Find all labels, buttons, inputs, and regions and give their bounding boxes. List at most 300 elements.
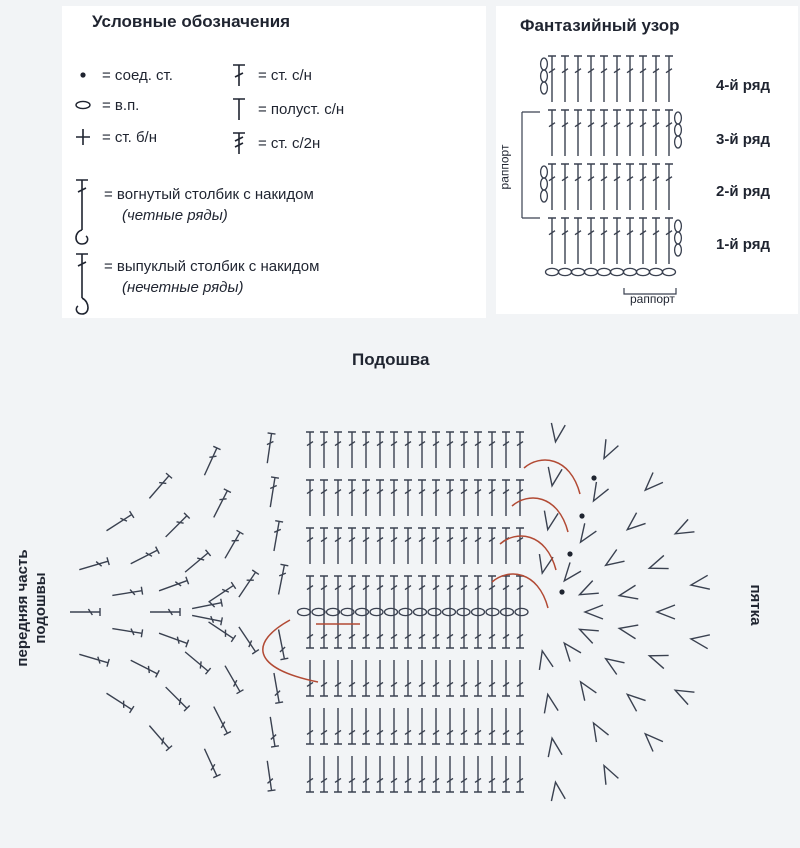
- sole-stitch: [222, 664, 244, 694]
- sole-stitch: [474, 432, 482, 468]
- sole-stitch: [129, 547, 159, 568]
- sole-stitch: [191, 612, 222, 626]
- chain-stitch-symbol: [585, 268, 598, 275]
- sole-stitch: [404, 708, 412, 744]
- pattern-stitch: [639, 164, 647, 210]
- chain-stitch-symbol: [675, 112, 682, 124]
- pattern-stitch: [613, 110, 621, 156]
- pattern-stitch: [652, 110, 660, 156]
- pattern-stitch: [665, 56, 673, 102]
- slip-stitch-dot: [591, 475, 596, 480]
- pattern-stitch: [600, 218, 608, 264]
- sole-stitch: [502, 756, 510, 792]
- pattern-stitch: [639, 56, 647, 102]
- chain-stitch-symbol: [546, 268, 559, 275]
- pattern-stitch: [587, 164, 595, 210]
- sole-stitch: [362, 756, 370, 792]
- sole-stitch: [275, 629, 289, 660]
- sole-stitch: [362, 432, 370, 468]
- sole-stitch: [502, 576, 510, 612]
- pattern-stitch: [600, 110, 608, 156]
- sole-stitch: [236, 570, 259, 599]
- pattern-stitch: [561, 110, 569, 156]
- sole-stitch: [474, 756, 482, 792]
- legend-label: = выпуклый столбик с накидом: [104, 258, 320, 275]
- sole-stitch: [516, 756, 524, 792]
- sole-v-stitch: [577, 623, 599, 643]
- sole-stitch: [112, 625, 143, 638]
- chain-stitch-symbol: [298, 608, 311, 615]
- sole-v-stitch: [541, 693, 558, 713]
- slip-stitch-dot: [559, 589, 564, 594]
- sole-stitch: [488, 660, 496, 696]
- sole-stitch: [432, 432, 440, 468]
- sole-stitch: [348, 756, 356, 792]
- sole-v-stitch: [598, 762, 619, 784]
- chain-stitch-icon: [72, 92, 94, 118]
- sole-stitch: [390, 576, 398, 612]
- sole-stitch: [263, 760, 275, 791]
- sole-stitch: [348, 528, 356, 564]
- sole-stitch: [334, 576, 342, 612]
- sole-stitch: [460, 708, 468, 744]
- pattern-stitch: [561, 218, 569, 264]
- sole-stitch: [516, 480, 524, 516]
- pattern-stitch: [574, 56, 582, 102]
- sole-stitch: [432, 708, 440, 744]
- sole-stitch: [376, 708, 384, 744]
- sole-stitch: [334, 708, 342, 744]
- pattern-stitch: [613, 218, 621, 264]
- slip-stitch-dot: [579, 513, 584, 518]
- sole-stitch: [460, 576, 468, 612]
- sole-v-stitch: [577, 581, 599, 601]
- sole-stitch: [306, 432, 314, 468]
- sole-stitch: [390, 708, 398, 744]
- legend-label: = соед. ст.: [102, 66, 173, 84]
- half-double-crochet-icon: [228, 96, 250, 122]
- sole-stitch: [460, 756, 468, 792]
- legend-label: = ст. б/н: [102, 128, 158, 146]
- sole-stitch: [474, 576, 482, 612]
- sole-stitch: [446, 432, 454, 468]
- sole-v-stitch: [640, 729, 663, 752]
- sole-v-stitch: [672, 684, 694, 705]
- pattern-row-label: 4-й ряд: [716, 77, 770, 94]
- sole-stitch: [183, 550, 211, 575]
- sole-stitch: [376, 528, 384, 564]
- sole-v-stitch: [545, 467, 562, 487]
- sole-stitch: [404, 576, 412, 612]
- pattern-stitch: [626, 164, 634, 210]
- sole-stitch: [376, 576, 384, 612]
- sole-stitch: [516, 576, 524, 612]
- pattern-stitch: [639, 218, 647, 264]
- sole-stitch: [320, 528, 328, 564]
- pattern-stitch: [587, 56, 595, 102]
- legend-item-single-crochet: [72, 124, 157, 150]
- pattern-repeat-horizontal-label: раппорт: [630, 292, 675, 306]
- sole-stitch: [390, 612, 398, 648]
- sole-stitch: [362, 576, 370, 612]
- chain-stitch-symbol: [650, 268, 663, 275]
- sole-stitch: [404, 432, 412, 468]
- sole-front-label-line1: передняя часть: [14, 549, 31, 667]
- pattern-stitch: [548, 164, 556, 210]
- pattern-stitch: [561, 56, 569, 102]
- pattern-stitch: [665, 164, 673, 210]
- sole-v-stitch: [587, 482, 608, 505]
- chain-stitch-symbol: [663, 268, 676, 275]
- chain-stitch-symbol: [385, 608, 398, 615]
- chain-stitch-symbol: [541, 178, 548, 190]
- sole-v-stitch: [575, 523, 597, 546]
- front-post-stitch-icon: [70, 250, 94, 322]
- pattern-stitch: [548, 110, 556, 156]
- sole-stitch: [502, 480, 510, 516]
- sole-v-stitch: [535, 554, 553, 575]
- pattern-stitch: [600, 56, 608, 102]
- sole-stitch: [362, 528, 370, 564]
- sole-stitch: [348, 612, 356, 648]
- pattern-stitch: [548, 56, 556, 102]
- sole-v-stitch: [647, 649, 669, 668]
- sole-stitch: [502, 612, 510, 648]
- sole-stitch: [163, 513, 190, 540]
- sole-v-stitch: [623, 513, 646, 535]
- sole-stitch: [432, 528, 440, 564]
- sole-v-stitch: [598, 439, 619, 461]
- sole-stitch: [320, 612, 328, 648]
- repeat-bracket-vertical: [522, 112, 540, 218]
- sole-v-stitch: [618, 585, 638, 602]
- sole-stitch: [502, 528, 510, 564]
- sole-stitch: [70, 608, 100, 616]
- pattern-stitch: [626, 56, 634, 102]
- sole-stitch: [334, 612, 342, 648]
- sole-v-stitch: [690, 575, 710, 592]
- chain-stitch-symbol: [541, 190, 548, 202]
- sole-stitch: [460, 432, 468, 468]
- sole-stitch: [390, 756, 398, 792]
- pattern-stitch: [665, 218, 673, 264]
- sole-stitch: [446, 480, 454, 516]
- sole-stitch: [320, 480, 328, 516]
- sole-v-stitch: [549, 423, 566, 443]
- chain-stitch-symbol: [370, 608, 383, 615]
- chain-stitch-symbol: [572, 268, 585, 275]
- pattern-stitch: [574, 218, 582, 264]
- sole-stitch: [266, 477, 279, 508]
- sole-stitch: [474, 612, 482, 648]
- sole-v-stitch: [549, 781, 566, 801]
- sole-stitch: [320, 576, 328, 612]
- pattern-stitch: [548, 218, 556, 264]
- sole-stitch: [78, 557, 109, 573]
- sole-stitch: [376, 660, 384, 696]
- chain-stitch-symbol: [501, 608, 514, 615]
- sole-v-stitch: [602, 550, 625, 572]
- sole-stitch: [446, 660, 454, 696]
- sole-stitch: [376, 432, 384, 468]
- sole-v-stitch: [559, 562, 581, 585]
- legend-label: = ст. с/н: [258, 66, 312, 84]
- sole-stitch: [362, 660, 370, 696]
- sole-stitch: [334, 660, 342, 696]
- legend-item-double-crochet: [228, 62, 312, 88]
- legend-item-chain: [72, 92, 139, 118]
- sole-stitch: [488, 756, 496, 792]
- chain-stitch-symbol: [428, 608, 441, 615]
- sole-stitch: [263, 433, 275, 464]
- chain-stitch-symbol: [541, 166, 548, 178]
- sole-stitch: [146, 723, 172, 751]
- sole-stitch: [210, 489, 231, 519]
- legend-item-back-post: [104, 186, 314, 224]
- pattern-stitch: [600, 164, 608, 210]
- sole-v-stitch: [602, 653, 625, 675]
- sole-stitch: [390, 528, 398, 564]
- sole-stitch: [183, 649, 211, 674]
- legend-note: (четные ряды): [122, 207, 228, 224]
- pattern-stitch: [561, 164, 569, 210]
- sole-chart: [0, 380, 800, 848]
- sole-stitch: [418, 756, 426, 792]
- sole-v-stitch: [618, 622, 638, 639]
- sole-stitch: [320, 660, 328, 696]
- sole-stitch: [334, 480, 342, 516]
- sole-stitch: [488, 480, 496, 516]
- chain-stitch-symbol: [443, 608, 456, 615]
- pattern-stitch: [574, 164, 582, 210]
- sole-v-stitch: [559, 639, 581, 662]
- sole-stitch: [348, 708, 356, 744]
- sole-stitch: [320, 756, 328, 792]
- sole-v-stitch: [647, 555, 669, 574]
- sole-stitch: [418, 612, 426, 648]
- sole-stitch: [502, 708, 510, 744]
- pattern-row-label: 3-й ряд: [716, 131, 770, 148]
- sole-stitch: [306, 660, 314, 696]
- chain-stitch-symbol: [399, 608, 412, 615]
- sole-stitch: [306, 480, 314, 516]
- sole-stitch: [488, 612, 496, 648]
- pattern-stitch: [613, 164, 621, 210]
- sole-stitch: [460, 660, 468, 696]
- sole-stitch: [446, 756, 454, 792]
- row-direction-arrow: [524, 460, 580, 494]
- chain-stitch-symbol: [675, 220, 682, 232]
- sole-stitch: [390, 660, 398, 696]
- sole-stitch: [376, 612, 384, 648]
- sole-heel-label: пятка: [747, 584, 764, 626]
- chain-stitch-symbol: [541, 82, 548, 94]
- sole-stitch: [516, 432, 524, 468]
- sole-v-stitch: [585, 605, 603, 619]
- pattern-stitch: [587, 218, 595, 264]
- sole-stitch: [306, 576, 314, 612]
- sole-stitch: [320, 708, 328, 744]
- sole-stitch: [418, 576, 426, 612]
- chain-stitch-symbol: [611, 268, 624, 275]
- sole-stitch: [488, 432, 496, 468]
- sole-v-stitch: [545, 737, 562, 757]
- sole-stitch: [191, 599, 222, 613]
- sole-stitch: [270, 521, 283, 552]
- pattern-stitch: [639, 110, 647, 156]
- back-post-stitch-icon: [70, 176, 94, 248]
- legend-item-half-double-crochet: [228, 96, 344, 122]
- sole-stitch: [201, 446, 221, 477]
- sole-stitch: [474, 708, 482, 744]
- chain-stitch-symbol: [312, 608, 325, 615]
- sole-stitch: [158, 577, 189, 595]
- sole-stitch: [306, 612, 314, 648]
- pattern-stitch: [587, 110, 595, 156]
- sole-stitch: [516, 612, 524, 648]
- sole-stitch: [446, 612, 454, 648]
- sole-stitch: [320, 432, 328, 468]
- sole-stitch: [516, 528, 524, 564]
- sole-stitch: [270, 672, 283, 703]
- pattern-stitch: [626, 110, 634, 156]
- sole-stitch: [418, 660, 426, 696]
- sole-v-stitch: [587, 719, 608, 742]
- sole-stitch: [446, 576, 454, 612]
- sole-stitch: [112, 587, 143, 600]
- sole-stitch: [460, 612, 468, 648]
- pattern-row-label: 2-й ряд: [716, 183, 770, 200]
- sole-stitch: [432, 480, 440, 516]
- sole-stitch: [222, 530, 244, 560]
- sole-v-stitch: [535, 649, 553, 670]
- sole-stitch: [418, 432, 426, 468]
- sole-stitch: [201, 747, 221, 778]
- sole-stitch: [460, 480, 468, 516]
- sole-stitch: [516, 660, 524, 696]
- sole-v-stitch: [575, 678, 597, 701]
- sole-stitch: [348, 432, 356, 468]
- sole-stitch: [404, 756, 412, 792]
- legend-item-front-post: [104, 258, 319, 296]
- sole-front-label-line2: подошвы: [32, 572, 49, 644]
- sole-stitch: [432, 756, 440, 792]
- legend-title: Условные обозначения: [92, 12, 291, 31]
- sole-stitch: [502, 660, 510, 696]
- sole-stitch: [404, 660, 412, 696]
- sole-stitch: [306, 528, 314, 564]
- sole-stitch: [502, 432, 510, 468]
- chain-stitch-symbol: [598, 268, 611, 275]
- sole-stitch: [446, 528, 454, 564]
- legend-item-treble-crochet: [228, 130, 320, 156]
- sole-stitch: [334, 756, 342, 792]
- legend-item-slip-stitch: [72, 62, 173, 88]
- chain-stitch-symbol: [414, 608, 427, 615]
- sole-v-stitch: [541, 511, 558, 531]
- pattern-title: Фантазийный узор: [520, 16, 680, 35]
- sole-stitch: [418, 528, 426, 564]
- pattern-stitch: [652, 56, 660, 102]
- legend-label: = полуст. с/н: [258, 100, 345, 118]
- sole-v-stitch: [640, 472, 663, 495]
- legend-label: = в.п.: [102, 96, 140, 114]
- pattern-stitch: [652, 218, 660, 264]
- sole-v-stitch: [690, 632, 710, 649]
- legend-label: = ст. с/2н: [258, 134, 321, 152]
- pattern-row-label: 1-й ряд: [716, 236, 770, 253]
- treble-crochet-icon: [228, 130, 250, 156]
- sole-v-stitch: [672, 519, 694, 540]
- sole-stitch: [210, 705, 231, 735]
- sole-stitch: [362, 612, 370, 648]
- sole-stitch: [418, 708, 426, 744]
- chain-stitch-symbol: [541, 70, 548, 82]
- chain-stitch-symbol: [624, 268, 637, 275]
- pattern-stitch: [626, 218, 634, 264]
- sole-stitch: [306, 756, 314, 792]
- sole-v-stitch: [623, 689, 646, 711]
- sole-stitch: [488, 528, 496, 564]
- sole-stitch: [404, 528, 412, 564]
- sole-stitch: [460, 528, 468, 564]
- sole-stitch: [150, 608, 180, 616]
- sole-stitch: [474, 480, 482, 516]
- sole-stitch: [104, 511, 134, 534]
- sole-stitch: [334, 432, 342, 468]
- sole-v-stitch: [657, 605, 675, 619]
- sole-stitch: [488, 708, 496, 744]
- sole-stitch: [146, 473, 172, 501]
- chain-stitch-symbol: [675, 244, 682, 256]
- sole-stitch: [158, 629, 189, 647]
- pattern-stitch: [574, 110, 582, 156]
- pattern-stitch: [652, 164, 660, 210]
- sole-stitch: [348, 480, 356, 516]
- sole-stitch: [390, 432, 398, 468]
- sole-stitch: [418, 480, 426, 516]
- slip-stitch-dot: [567, 551, 572, 556]
- chain-stitch-symbol: [515, 608, 528, 615]
- chain-stitch-symbol: [637, 268, 650, 275]
- sole-stitch: [376, 756, 384, 792]
- sole-stitch: [362, 708, 370, 744]
- sole-stitch: [432, 612, 440, 648]
- pattern-stitch: [665, 110, 673, 156]
- sole-stitch: [404, 612, 412, 648]
- double-crochet-icon: [228, 62, 250, 88]
- sole-stitch: [404, 480, 412, 516]
- sole-stitch: [348, 576, 356, 612]
- legend-note: (нечетные ряды): [122, 279, 244, 296]
- sole-stitch: [306, 708, 314, 744]
- sole-stitch: [432, 576, 440, 612]
- sole-stitch: [236, 625, 259, 654]
- chain-stitch-symbol: [559, 268, 572, 275]
- pattern-chart: [496, 40, 706, 310]
- sole-stitch: [446, 708, 454, 744]
- sole-stitch: [390, 480, 398, 516]
- sole-stitch: [376, 480, 384, 516]
- sole-stitch: [334, 528, 342, 564]
- sole-stitch: [163, 684, 190, 711]
- single-crochet-icon: [72, 124, 94, 150]
- sole-stitch: [362, 480, 370, 516]
- sole-title: Подошва: [352, 350, 430, 369]
- sole-stitch: [516, 708, 524, 744]
- sole-stitch: [104, 690, 134, 713]
- sole-stitch: [129, 657, 159, 678]
